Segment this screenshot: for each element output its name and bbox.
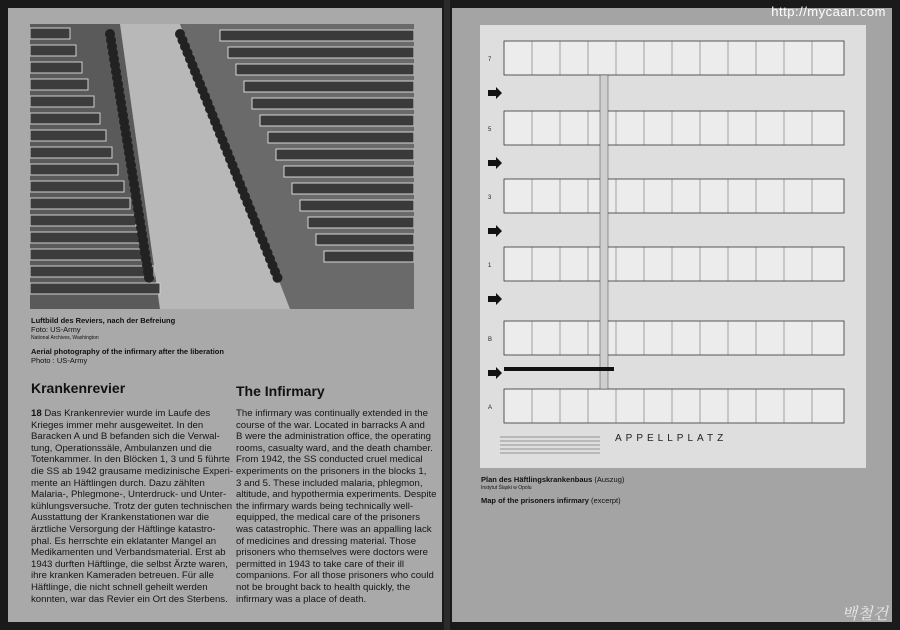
- english-text-line: was catastrophic. There was an appalling lack: [236, 523, 432, 535]
- barrack-roof: [30, 130, 106, 141]
- barrack-roof: [30, 249, 148, 260]
- plan-barrack: [504, 247, 844, 281]
- plan-corridor: [600, 75, 608, 389]
- barrack-roof: [30, 266, 154, 277]
- barrack-roof: [252, 98, 414, 109]
- barrack-roof: [30, 232, 142, 243]
- english-text-line: course of the war. Located in barracks A and: [236, 419, 425, 431]
- barrack-roof: [30, 164, 118, 175]
- german-text-line: ärztliche Versorgung der Häftlinge katastro-: [31, 523, 216, 535]
- barrack-roof: [276, 149, 414, 160]
- photo-title-de: Luftbild des Reviers, nach der Befreiung: [31, 316, 176, 325]
- plan-caption: [481, 475, 861, 505]
- german-text-line: Krieges immer mehr ausgeweitet. In den: [31, 419, 204, 431]
- plan-barrack: [504, 179, 844, 213]
- german-heading: Krankenrevier: [31, 380, 126, 396]
- german-text-line: ihre kranken Kameraden betreuen. Für alle: [31, 570, 214, 582]
- photo-caption: [31, 316, 411, 365]
- german-text-line: konnten, war das Revier ein Ort des Sterbens.: [31, 593, 228, 605]
- photographer-signature: 백철건: [841, 606, 888, 623]
- english-text-line: B were the administration office, the operating: [236, 431, 432, 443]
- german-text-line: mente an Häftlingen durch. Dazu zählten: [31, 477, 205, 489]
- barrack-roof: [30, 45, 76, 56]
- plan-excerpt-en: (excerpt): [591, 496, 621, 505]
- panel-divider: [444, 0, 450, 630]
- tree: [144, 273, 154, 283]
- german-text-line: 18 Das Krankenrevier wurde im Laufe des: [31, 408, 211, 419]
- plan-institute: Instytut Śląski w Opolu: [481, 485, 532, 491]
- barrack-roof: [284, 166, 414, 177]
- barrack-roof: [300, 200, 414, 211]
- barrack-roof: [30, 283, 160, 294]
- barrack-roof: [30, 28, 70, 39]
- photo-credit-en: Photo : US-Army: [31, 356, 88, 365]
- english-heading: The Infirmary: [236, 383, 325, 399]
- german-text-line: Medikamenten und Verbandsmaterial. Erst ab: [31, 547, 226, 559]
- tree: [273, 273, 283, 283]
- german-text-line: Baracken A und B befanden sich die Verwal-: [31, 431, 220, 443]
- barrack-roof: [220, 30, 414, 41]
- english-text-line: equipped, the medical care of the prisoners: [236, 512, 420, 524]
- german-text-line: tung, Operationssäle, Ambulanzen und die: [31, 442, 212, 454]
- plan-row-label: B: [488, 337, 493, 343]
- barrack-roof: [316, 234, 414, 245]
- barrack-roof: [268, 132, 414, 143]
- german-text-line: Ausstattung der Krankenstationen war die: [31, 512, 210, 524]
- infirmary-floor-plan: [480, 25, 866, 468]
- photo-credit-de: Foto: US-Army: [31, 325, 81, 334]
- english-text-line: experiments on the prisoners in the blocks 1,: [236, 465, 427, 477]
- barrack-roof: [30, 62, 82, 73]
- plan-barrack: [504, 389, 844, 423]
- watermark-url: http://mycaan.com: [771, 4, 886, 19]
- german-text-line: Totenkammer. In den Blöcken 1, 3 und 5 führte: [31, 454, 230, 466]
- plan-row-label: 3: [488, 195, 492, 201]
- photo-title-en: Aerial photography of the infirmary after the liberation: [31, 347, 224, 356]
- english-text-line: The infirmary was continually extended in the: [236, 408, 428, 419]
- english-text-line: permitted in 1943 to take care of their ill: [236, 558, 404, 570]
- barrack-roof: [324, 251, 414, 262]
- plan-barrack: [504, 41, 844, 75]
- english-text-line: not be brought back to health quickly, the: [236, 581, 411, 593]
- plan-barrack: [504, 111, 844, 145]
- barrack-roof: [244, 81, 414, 92]
- german-text-line: Malaria-, Phlegmone-, Unterdruck- und Unter-: [31, 489, 227, 501]
- barrack-roof: [30, 215, 136, 226]
- english-text-line: the infirmary wards being technically well-: [236, 500, 414, 512]
- barrack-roof: [30, 113, 100, 124]
- barrack-roof: [30, 79, 88, 90]
- plan-row-label: A: [488, 405, 493, 411]
- aerial-photo: [30, 24, 414, 309]
- barrack-roof: [30, 147, 112, 158]
- english-text-line: companions. For all those prisoners who could: [236, 570, 434, 582]
- english-text-line: 3 and 5. These included malaria, phlegmon,: [236, 477, 423, 489]
- german-text: [31, 408, 236, 605]
- barrack-roof: [30, 198, 130, 209]
- barrack-roof: [308, 217, 414, 228]
- plan-title-de: Plan des Häftlingskrankenbaus: [481, 475, 593, 484]
- plan-title-en: Map of the prisoners infirmary: [481, 496, 589, 505]
- german-text-line: die SS ab 1942 grausame medizinische Experi-: [31, 465, 234, 477]
- german-text-line: 1943 durften Häftlinge, die selbst Ärzte waren,: [31, 558, 228, 570]
- barrack-roof: [30, 181, 124, 192]
- plan-entrance-bar: [504, 367, 614, 371]
- section-number: 18: [31, 408, 45, 419]
- english-text-line: altitude, and hypothermia experiments. Despite: [236, 489, 437, 501]
- barrack-roof: [292, 183, 414, 194]
- german-text-line: kühlungsversuche. Trotz der guten technischen: [31, 500, 233, 512]
- photo-archive: National Archives, Washington: [31, 335, 99, 341]
- english-text-line: infirmary was a place of death.: [236, 593, 367, 605]
- english-text-line: rooms, casualty ward, and the death chamber.: [236, 442, 433, 454]
- plan-row-label: 7: [488, 57, 492, 63]
- english-text-line: prisoners who themselves were doctors were: [236, 547, 428, 559]
- barrack-roof: [260, 115, 414, 126]
- appellplatz-label: APPELLPLATZ: [615, 433, 728, 444]
- plan-row-label: 1: [488, 263, 492, 269]
- plan-excerpt-de: (Auszug): [594, 475, 625, 484]
- barrack-roof: [228, 47, 414, 58]
- english-text-line: From 1942, the SS conducted cruel medical: [236, 454, 423, 466]
- plan-row-label: 5: [488, 127, 492, 133]
- plan-barrack: [504, 321, 844, 355]
- german-text-line: phal. Es herrschte ein eklatanter Mangel an: [31, 535, 217, 547]
- barrack-roof: [236, 64, 414, 75]
- english-text-line: of medicines and dressing material. Those: [236, 535, 417, 547]
- english-text: [236, 408, 441, 605]
- german-text-line: Häftlinge, die nicht schnell geheilt werden: [31, 581, 208, 593]
- barrack-roof: [30, 96, 94, 107]
